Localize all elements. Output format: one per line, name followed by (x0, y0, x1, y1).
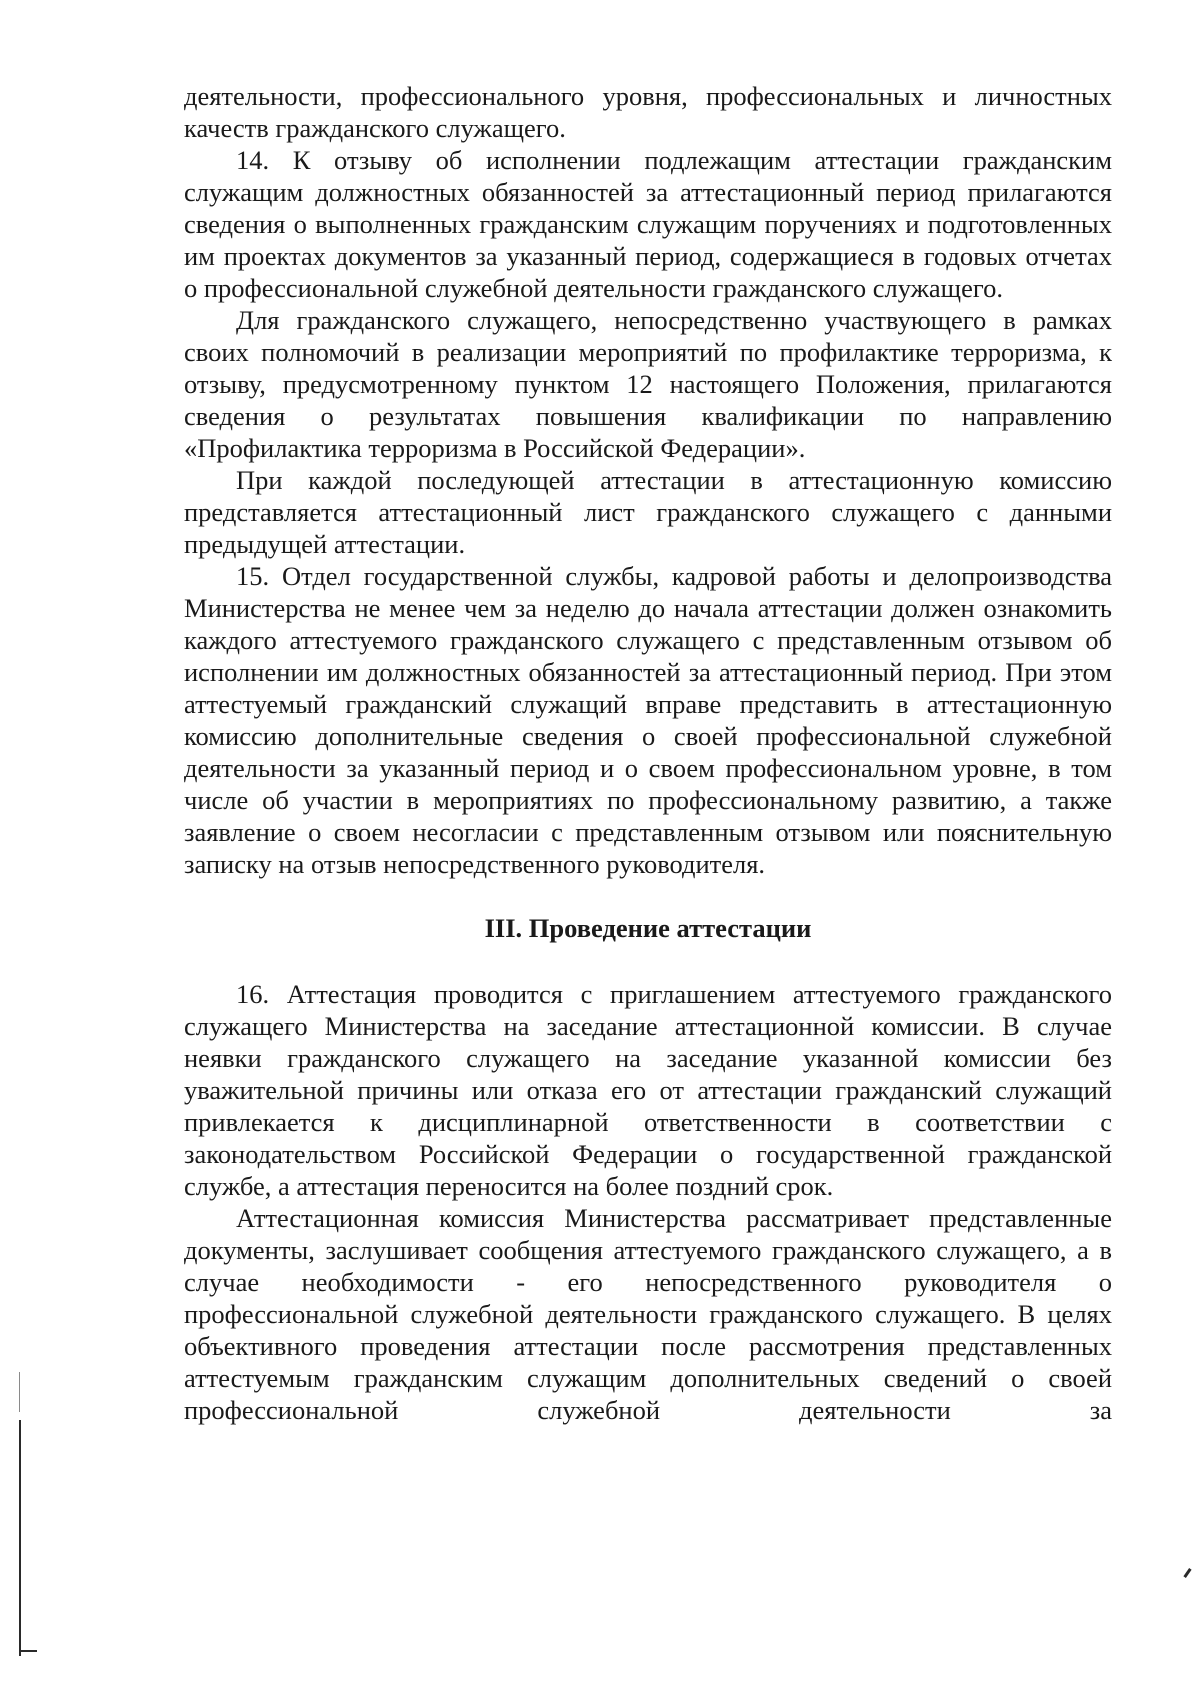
paragraph-item-15: 15. Отдел государственной службы, кадровой работы и делопроизводства Министерства не менее чем за неделю до начала аттестации должен ознакомить каждого аттестуемого гражданского служащего с представленным отзывом об исполнении им должностных обязанностей за аттестационный период. При этом аттестуемый гражданский служащий вправе представить в аттестационную комиссию дополнительные сведения о своей профессиональной служебной деятельности за указанный период и о своем профессиональном уровне, в том числе об участии в мероприятиях по профессиональному развитию, а также заявление о своем несогласии с представленным отзывом или пояснительную записку на отзыв непосредственного руководителя. (184, 561, 1112, 879)
scan-margin-line (19, 1372, 20, 1412)
scan-margin-mark (1183, 1568, 1191, 1578)
paragraph-item-14: 14. К отзыву об исполнении подлежащим аттестации гражданским служащим должностных обязанностей за аттестационный период прилагаются сведения о выполненных гражданским служащим поручениях и подготовленных им проектах документов за указанный период, содержащиеся в годовых отчетах о профессиональной служебной деятельности гражданского служащего. (184, 145, 1112, 303)
paragraph-continuation: деятельности, профессионального уровня, профессиональных и личностных качеств гражданского служащего. (184, 81, 1112, 143)
scan-margin-line (19, 1420, 21, 1656)
paragraph-item-16: 16. Аттестация проводится с приглашением аттестуемого гражданского служащего Министерства на заседание аттестационной комиссии. В случае неявки гражданского служащего на заседание указанной комиссии без уважительной причины или отказа его от аттестации гражданский служащий привлекается к дисциплинарной ответственности в соответствии с законодательством Российской Федерации о государственной гражданской службе, а аттестация переносится на более поздний срок. (184, 979, 1112, 1201)
paragraph-subsequent-attestation: При каждой последующей аттестации в аттестационную комиссию представляется аттестационный лист гражданского служащего с данными предыдущей аттестации. (184, 465, 1112, 559)
scan-margin-corner (19, 1650, 37, 1652)
document-body (184, 80, 1112, 1426)
section-title: III. Проведение аттестации (484, 913, 812, 943)
paragraph-terrorism-prevention: Для гражданского служащего, непосредственно участвующего в рамках своих полномочий в реализации мероприятий по профилактике терроризма, к отзыву, предусмотренному пунктом 12 настоящего Положения, прилагаются сведения о результатах повышения квалификации по направлению «Профилактика терроризма в Российской Федерации». (184, 305, 1112, 463)
paragraph-commission-review: Аттестационная комиссия Министерства рассматривает представленные документы, заслушивает сообщения аттестуемого гражданского служащего, а в случае необходимости - его непосредственного руководителя о профессиональной служебной деятельности гражданского служащего. В целях объективного проведения аттестации после рассмотрения представленных аттестуемым гражданским служащим дополнительных сведений о своей профессиональной служебной деятельности за (184, 1203, 1112, 1425)
